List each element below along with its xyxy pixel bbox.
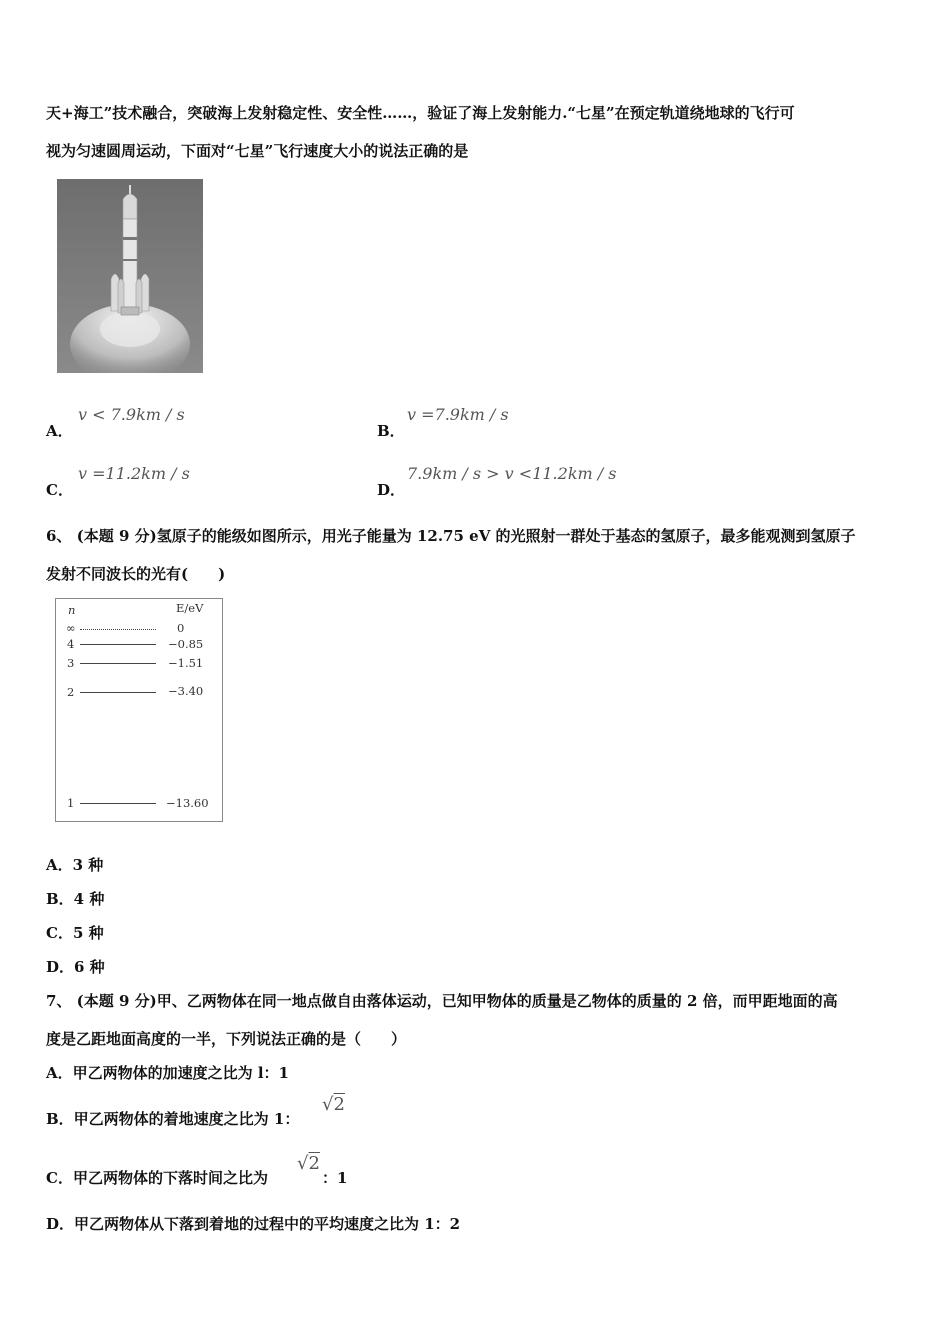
q7-option-c-suffix: ：1 bbox=[322, 1169, 348, 1187]
level-line-2 bbox=[80, 692, 156, 693]
level-line-1 bbox=[80, 803, 156, 804]
q6-stem-line2: 发射不同波长的光有( ) bbox=[46, 565, 226, 583]
level-line-infinity bbox=[80, 629, 156, 630]
q7-option-d: D．甲乙两物体从下落到着地的过程中的平均速度之比为 1：2 bbox=[46, 1215, 461, 1233]
level-n-label: 1 bbox=[67, 796, 75, 810]
level-energy-label: −3.40 bbox=[168, 684, 204, 698]
q5-option-a-label: A． bbox=[46, 422, 73, 440]
q5-stem-line1: 天+海工”技术融合，突破海上发射稳定性、安全性……，验证了海上发射能力.“七星”在预定轨道绕地球的飞行可 bbox=[46, 104, 795, 122]
q5-option-c-label: C． bbox=[46, 481, 73, 499]
rocket-launch-image bbox=[57, 179, 203, 373]
level-energy-label: 0 bbox=[177, 621, 185, 635]
q6-option-d: D．6 种 bbox=[46, 958, 105, 976]
q7-option-b: B．甲乙两物体的着地速度之比为 1： bbox=[46, 1110, 300, 1128]
level-n-label: ∞ bbox=[66, 621, 76, 635]
q6-stem-line1: 6、 (本题 9 分)氢原子的能级如图所示，用光子能量为 12.75 eV 的光照射一群处于基态的氢原子，最多能观测到氢原子 bbox=[46, 527, 856, 545]
q5-option-d-formula: 7.9km / s > v <11.2km / s bbox=[407, 464, 617, 483]
level-energy-label: −13.60 bbox=[166, 796, 209, 810]
level-n-label: 3 bbox=[67, 656, 75, 670]
q6-option-a: A．3 种 bbox=[46, 856, 104, 874]
q5-option-b-label: B． bbox=[377, 422, 405, 440]
q5-stem-line2: 视为匀速圆周运动，下面对“七星”飞行速度大小的说法正确的是 bbox=[46, 142, 469, 160]
energy-level-diagram bbox=[55, 598, 223, 822]
level-energy-label: −1.51 bbox=[168, 656, 204, 670]
level-n-label: 4 bbox=[67, 637, 75, 651]
q7-option-a: A．甲乙两物体的加速度之比为 l：1 bbox=[46, 1064, 289, 1082]
q7-stem-line1: 7、 (本题 9 分)甲、乙两物体在同一地点做自由落体运动，已知甲物体的质量是乙物体的质量的 2 倍，而甲距地面的高 bbox=[46, 992, 838, 1010]
q7-option-c-prefix: C．甲乙两物体的下落时间之比为 bbox=[46, 1169, 268, 1187]
q7-stem-line2: 度是乙距地面高度的一半，下列说法正确的是（ ） bbox=[46, 1030, 407, 1048]
q6-option-b: B．4 种 bbox=[46, 890, 105, 908]
q5-option-d-label: D． bbox=[377, 481, 406, 499]
q5-option-c-formula: v =11.2km / s bbox=[78, 464, 190, 483]
sqrt-argument: 2 bbox=[308, 1153, 320, 1174]
q6-option-c: C．5 种 bbox=[46, 924, 104, 942]
level-line-3 bbox=[80, 663, 156, 664]
level-energy-label: −0.85 bbox=[168, 637, 204, 651]
sqrt-icon: √2 bbox=[297, 1153, 320, 1174]
q5-option-b-formula: v =7.9km / s bbox=[407, 405, 509, 424]
sqrt-icon: √2 bbox=[322, 1094, 345, 1115]
diagram-e-header: E/eV bbox=[176, 601, 204, 615]
diagram-n-header: n bbox=[68, 603, 76, 617]
q5-option-a-formula: v < 7.9km / s bbox=[78, 405, 185, 424]
level-n-label: 2 bbox=[67, 685, 75, 699]
level-line-4 bbox=[80, 644, 156, 645]
sqrt-argument: 2 bbox=[333, 1094, 345, 1115]
